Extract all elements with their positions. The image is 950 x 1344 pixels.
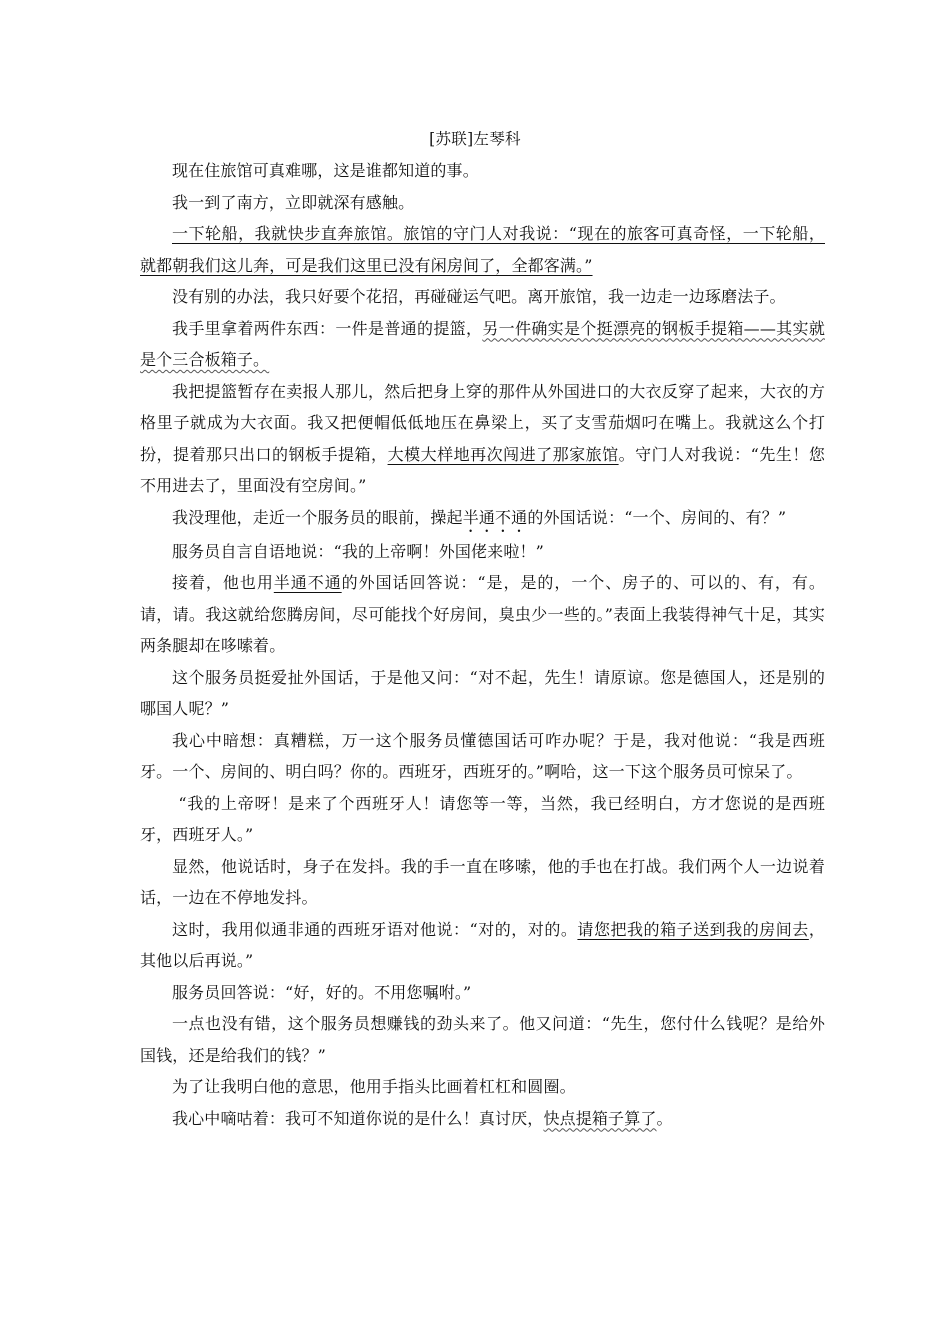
wavy-underlined-passage: 另一件确实是个挺漂亮的钢板手提箱——其实就是个三合板箱子。 xyxy=(140,318,825,369)
text-run: 我没理他，走近一个服务员的眼前，操起 xyxy=(172,507,463,527)
paragraph-17: 为了让我明白他的意思，他用手指头比画着杠杠和圆圈。 xyxy=(172,1077,576,1096)
underlined-passage: 大模大样地再次闯进了那家旅馆 xyxy=(387,444,619,464)
paragraph-4: 没有别的办法，我只好要个花招，再碰碰运气吧。离开旅馆，我一边走一边琢磨法子。 xyxy=(172,287,786,306)
paragraph-18 xyxy=(140,1103,825,1135)
paragraph-12: “我的上帝呀！是来了个西班牙人！请您等一等，当然，我已经明白，方才您说的是西班牙，西班牙人。” xyxy=(140,793,825,844)
paragraph-6 xyxy=(140,376,825,502)
dotted-emphasis: 半通不通 xyxy=(462,507,528,527)
paragraph-11: 我心中暗想：真糟糕，万一这个服务员懂德国话可咋办呢？于是，我对他说：“我是西班牙。一个、房间的、明白吗？你的。西班牙，西班牙的。”啊哈，这一下这个服务员可惊呆了。 xyxy=(140,730,825,781)
paragraph-3 xyxy=(140,218,825,281)
wavy-underlined-passage: 快点提箱子算了 xyxy=(543,1108,657,1128)
underlined-passage: 请您把我的箱子送到我的房间去 xyxy=(577,919,809,939)
text-run: ，其他以后再说。” xyxy=(140,919,825,970)
paragraph-10: 这个服务员挺爱扯外国话，于是他又问：“对不起，先生！请原谅。您是德国人，还是别的哪国人呢？” xyxy=(140,667,825,718)
text-run: 我心中嘀咕着：我可不知道你说的是什么！真讨厌， xyxy=(172,1108,544,1128)
text-run: 接着，他也用 xyxy=(172,573,274,592)
underlined-passage: 半通不通 xyxy=(273,573,342,592)
paragraph-7 xyxy=(140,502,825,536)
paragraph-15: 服务员回答说：“好，好的。不用您嘱咐。” xyxy=(172,982,472,1002)
paragraph-16: 一点也没有错，这个服务员想赚钱的劲头来了。他又问道：“先生，您付什么钱呢？是给外国钱，还是给我们的钱？” xyxy=(140,1014,825,1065)
author-line: [苏联]左琴科 xyxy=(429,130,521,148)
text-run: 我把提篮暂存在卖报人那儿，然后把身上穿的那件从外国进口的大衣反穿了起来，大衣的方格里子就成为大衣面。我又把便帽低低地压在鼻梁上，买了支雪茄烟叼在嘴上。我就这么个打扮，提着那只出口的钢板手提箱， xyxy=(140,381,825,464)
text-run: 这时，我用似通非通的西班牙语对他说：“对的，对的。 xyxy=(172,919,578,939)
text-run: 我手里拿着两件东西：一件是普通的提篮， xyxy=(172,318,483,338)
underlined-passage: 一下轮船，我就快步直奔旅馆。旅馆的守门人对我说：“现在的旅客可真奇怪，一下轮船，就都朝我们这儿奔，可是我们这里已没有闲房间了，全都客满。” xyxy=(140,224,825,275)
paragraph-9 xyxy=(140,567,825,662)
text-run: 。 xyxy=(656,1108,673,1128)
paragraph-5 xyxy=(140,313,825,376)
paragraph-2: 我一到了南方，立即就深有感触。 xyxy=(172,192,415,212)
article-body xyxy=(140,155,825,1134)
text-run: 。守门人对我说：“先生！您不用进去了，里面没有空房间。” xyxy=(140,444,825,495)
text-run: 的外国话回答说：“是，是的，一个、房子的、可以的、有，有。请，请。我这就给您腾房间，尽可能找个好房间，臭虫少一些的。”表面上我装得神气十足，其实两条腿却在哆嗦着。 xyxy=(140,573,825,655)
paragraph-13: 显然，他说话时，身子在发抖。我的手一直在哆嗦，他的手也在打战。我们两个人一边说着话，一边在不停地发抖。 xyxy=(140,856,825,907)
paragraph-14 xyxy=(140,914,825,977)
paragraph-8: 服务员自言自语地说：“我的上帝啊！外国佬来啦！” xyxy=(172,541,544,561)
text-run: 的外国话说：“一个、房间的、有？” xyxy=(527,507,787,527)
paragraph-1: 现在住旅馆可真难哪，这是谁都知道的事。 xyxy=(172,161,479,180)
